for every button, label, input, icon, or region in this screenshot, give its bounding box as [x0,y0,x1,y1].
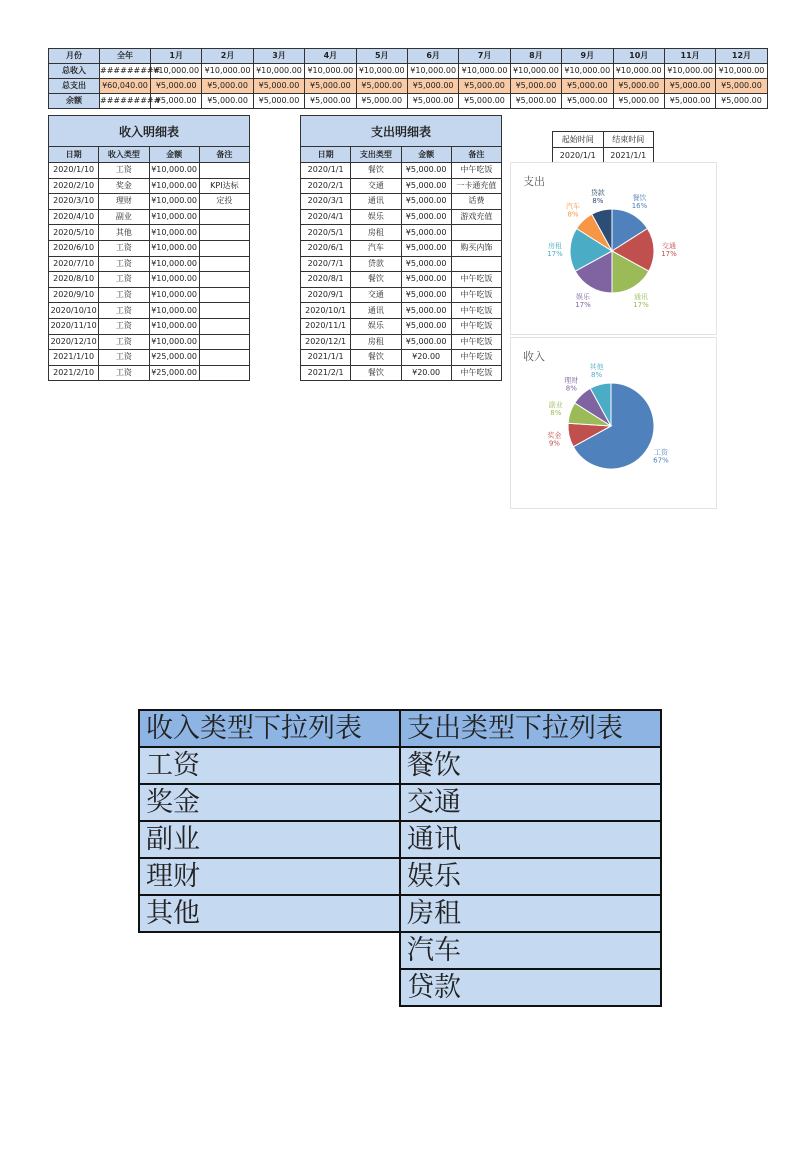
income-pie-chart[interactable] [510,337,717,509]
income-cell[interactable]: 2020/4/10 [49,209,99,225]
summary-cell[interactable]: ¥5,000.00 [510,94,561,109]
expense-row [301,194,502,210]
expense-cell[interactable]: 一卡通充值 [451,178,501,194]
summary-row [49,64,768,79]
income-column-header: 备注 [199,147,249,163]
lists-row [139,858,661,895]
expense-column-header: 金额 [401,147,451,163]
pie-label: 其他 [589,362,604,371]
income-cell[interactable]: 2021/2/10 [49,365,99,381]
income-cell[interactable]: 工资 [99,318,149,334]
expense-type-item[interactable]: 贷款 [400,969,661,1006]
income-cell[interactable]: ¥10,000.00 [149,163,199,179]
income-cell[interactable]: ¥25,000.00 [149,365,199,381]
summary-row [49,79,768,94]
pie-label: 汽车 [566,202,580,211]
summary-cell[interactable]: ¥10,000.00 [356,64,407,79]
summary-cell[interactable]: ¥5,000.00 [253,94,304,109]
summary-cell[interactable]: ¥5,000.00 [202,94,253,109]
summary-cell[interactable]: ¥5,000.00 [613,94,664,109]
expense-cell[interactable]: 通讯 [351,194,401,210]
start-time-value[interactable]: 2020/1/1 [553,148,604,164]
summary-header-cell: 全年 [100,49,151,64]
end-time-label: 结束时间 [603,132,654,148]
expense-types-header: 支出类型下拉列表 [400,710,661,747]
income-row [49,209,250,225]
summary-cell[interactable]: ¥5,000.00 [562,94,613,109]
period-table [552,131,654,164]
expense-cell[interactable]: ¥5,000.00 [401,318,451,334]
expense-cell[interactable]: 房租 [351,225,401,241]
dropdown-lists-body [139,710,661,1006]
expense-row [301,225,502,241]
expense-cell[interactable]: ¥5,000.00 [401,209,451,225]
income-cell[interactable] [199,334,249,350]
expense-column-header: 日期 [301,147,351,163]
expense-cell[interactable]: ¥5,000.00 [401,334,451,350]
lists-row [139,784,661,821]
income-cell[interactable]: 工资 [99,303,149,319]
expense-row [301,365,502,381]
expense-cell[interactable] [451,225,501,241]
income-cell[interactable]: ¥25,000.00 [149,350,199,366]
income-row [49,272,250,288]
summary-header-cell: 10月 [613,49,664,64]
start-time-label: 起始时间 [553,132,604,148]
summary-cell[interactable]: ¥5,000.00 [562,79,613,94]
summary-cell[interactable]: ######### [100,94,151,109]
expense-cell[interactable]: 娱乐 [351,209,401,225]
pie-percent-label: 17% [575,301,591,310]
expense-cell[interactable]: 贷款 [351,256,401,272]
expense-cell[interactable]: 餐饮 [351,163,401,179]
income-row [49,318,250,334]
income-cell[interactable]: 工资 [99,350,149,366]
end-time-value[interactable]: 2021/1/1 [603,148,654,164]
income-type-item[interactable]: 理财 [139,858,400,895]
income-type-item[interactable]: 副业 [139,821,400,858]
pie-label: 餐饮 [632,194,647,203]
income-cell[interactable] [199,303,249,319]
summary-header-cell: 4月 [305,49,356,64]
pie-label: 娱乐 [576,293,590,302]
income-cell[interactable] [199,365,249,381]
income-pie-svg [511,338,716,508]
income-table-title: 收入明细表 [49,116,250,147]
summary-header-cell: 12月 [716,49,767,64]
summary-header-cell: 5月 [356,49,407,64]
income-row [49,334,250,350]
expense-cell[interactable]: 汽车 [351,240,401,256]
expense-row [301,240,502,256]
expense-row [301,350,502,366]
expense-column-header: 备注 [451,147,501,163]
expense-cell[interactable]: ¥5,000.00 [401,287,451,303]
expense-cell[interactable]: 餐饮 [351,365,401,381]
income-cell[interactable] [199,318,249,334]
lists-row [139,747,661,784]
expense-row [301,178,502,194]
pie-percent-label: 8% [591,370,603,379]
summary-cell[interactable]: ¥5,000.00 [716,94,767,109]
pie-percent-label: 17% [633,301,649,310]
expense-cell[interactable]: 通讯 [351,303,401,319]
summary-cell[interactable]: ¥5,000.00 [664,94,715,109]
income-row [49,287,250,303]
income-column-header: 金额 [149,147,199,163]
income-row [49,365,250,381]
summary-cell[interactable]: ¥10,000.00 [151,64,202,79]
summary-cell[interactable]: ¥10,000.00 [510,64,561,79]
income-cell[interactable]: 工资 [99,240,149,256]
chart-title: 收入 [523,350,545,363]
income-cell[interactable]: ¥10,000.00 [149,303,199,319]
expense-pie-svg [511,163,716,334]
pie-percent-label: 8% [567,210,579,219]
chart-title: 支出 [523,175,545,188]
income-cell[interactable]: 2020/7/10 [49,256,99,272]
expense-cell[interactable]: 中午吃饭 [451,163,501,179]
expense-row [301,287,502,303]
summary-header-cell: 月份 [49,49,100,64]
expense-cell[interactable]: 2020/6/1 [301,240,351,256]
income-cell[interactable]: 工资 [99,256,149,272]
pie-label: 房租 [548,242,562,251]
income-row [49,240,250,256]
summary-header-cell: 7月 [459,49,510,64]
summary-cell[interactable]: ¥5,000.00 [613,79,664,94]
income-cell[interactable]: 定投 [199,194,249,210]
expense-row [301,318,502,334]
lists-row [139,895,661,932]
expense-cell[interactable]: 中午吃饭 [451,365,501,381]
summary-header-cell: 3月 [253,49,304,64]
expense-pie-chart[interactable] [510,162,717,335]
summary-cell[interactable]: ¥10,000.00 [305,64,356,79]
summary-cell[interactable]: ¥5,000.00 [407,79,458,94]
income-cell[interactable]: 副业 [99,209,149,225]
expense-type-item[interactable]: 房租 [400,895,661,932]
expense-cell[interactable]: ¥5,000.00 [401,194,451,210]
income-type-item[interactable]: 工资 [139,747,400,784]
income-title-row [49,116,250,147]
income-cell[interactable]: ¥10,000.00 [149,225,199,241]
expense-cell[interactable]: ¥5,000.00 [401,303,451,319]
summary-cell[interactable]: ¥5,000.00 [356,94,407,109]
income-cell[interactable] [199,287,249,303]
expense-column-header-row [301,147,502,163]
income-cell[interactable]: 2020/5/10 [49,225,99,241]
summary-cell[interactable]: ¥10,000.00 [664,64,715,79]
income-cell[interactable]: ¥10,000.00 [149,272,199,288]
monthly-summary-table [48,48,768,109]
expense-cell[interactable]: ¥5,000.00 [401,163,451,179]
summary-cell[interactable]: ¥60,040.00 [100,79,151,94]
summary-body [49,49,768,109]
income-cell[interactable]: ¥10,000.00 [149,178,199,194]
expense-cell[interactable]: 餐饮 [351,272,401,288]
expense-cell[interactable]: 娱乐 [351,318,401,334]
income-cell[interactable] [199,350,249,366]
pie-label: 奖金 [547,431,562,440]
expense-cell[interactable]: ¥5,000.00 [401,256,451,272]
income-cell[interactable]: 其他 [99,225,149,241]
income-cell[interactable]: ¥10,000.00 [149,256,199,272]
expense-cell[interactable]: ¥5,000.00 [401,178,451,194]
expense-cell[interactable]: 中午吃饭 [451,303,501,319]
income-column-header: 收入类型 [99,147,149,163]
income-cell[interactable] [199,240,249,256]
income-cell[interactable]: 2020/8/10 [49,272,99,288]
income-cell[interactable]: ¥10,000.00 [149,194,199,210]
expense-row [301,256,502,272]
summary-cell[interactable]: ¥5,000.00 [305,79,356,94]
income-types-header: 收入类型下拉列表 [139,710,400,747]
expense-cell[interactable]: ¥5,000.00 [401,240,451,256]
pie-percent-label: 67% [653,456,669,465]
summary-cell[interactable]: ¥5,000.00 [202,79,253,94]
expense-cell[interactable]: ¥20.00 [401,365,451,381]
expense-row [301,272,502,288]
income-cell[interactable]: 2020/12/10 [49,334,99,350]
income-cell[interactable]: ¥10,000.00 [149,318,199,334]
summary-cell[interactable]: ¥5,000.00 [459,94,510,109]
expense-cell[interactable]: 游戏充值 [451,209,501,225]
summary-cell[interactable]: ¥5,000.00 [151,94,202,109]
expense-cell[interactable]: 2020/9/1 [301,287,351,303]
summary-header-cell: 6月 [407,49,458,64]
income-cell[interactable]: 2021/1/10 [49,350,99,366]
lists-row [139,969,661,1006]
summary-cell[interactable]: ¥5,000.00 [305,94,356,109]
expense-row [301,334,502,350]
income-type-item[interactable]: 其他 [139,895,400,932]
income-cell[interactable]: 工资 [99,334,149,350]
expense-cell[interactable]: 2020/2/1 [301,178,351,194]
expense-cell[interactable]: 2020/7/1 [301,256,351,272]
summary-cell[interactable]: ¥10,000.00 [459,64,510,79]
pie-percent-label: 17% [547,250,563,259]
summary-row [49,94,768,109]
income-cell[interactable]: 2020/3/10 [49,194,99,210]
summary-cell[interactable]: ¥5,000.00 [510,79,561,94]
summary-row-label: 余额 [49,94,100,109]
expense-row [301,209,502,225]
summary-cell[interactable]: ¥5,000.00 [151,79,202,94]
lists-row [139,932,661,969]
income-cell[interactable] [199,225,249,241]
expense-cell[interactable]: 中午吃饭 [451,350,501,366]
summary-cell[interactable]: ¥10,000.00 [716,64,767,79]
expense-detail-table [300,115,502,381]
summary-row-label: 总支出 [49,79,100,94]
income-column-header-row [49,147,250,163]
summary-header-cell: 9月 [562,49,613,64]
income-cell[interactable] [199,272,249,288]
income-row [49,256,250,272]
pie-label: 交通 [662,242,676,251]
expense-type-item[interactable]: 交通 [400,784,661,821]
pie-label: 副业 [548,401,563,410]
income-cell[interactable]: 工资 [99,163,149,179]
expense-cell[interactable]: 交通 [351,287,401,303]
expense-cell[interactable]: ¥5,000.00 [401,272,451,288]
pie-label: 工资 [653,448,668,457]
summary-cell[interactable]: ¥5,000.00 [356,79,407,94]
income-cell[interactable]: 2020/10/10 [49,303,99,319]
income-cell[interactable]: 奖金 [99,178,149,194]
summary-header-cell: 11月 [664,49,715,64]
expense-type-item[interactable]: 娱乐 [400,858,661,895]
pie-label: 贷款 [590,188,605,197]
expense-cell[interactable]: ¥20.00 [401,350,451,366]
summary-cell[interactable]: ¥10,000.00 [253,64,304,79]
pie-label: 通讯 [634,293,648,302]
income-row [49,225,250,241]
summary-row-label: 总收入 [49,64,100,79]
pie-percent-label: 17% [661,250,677,259]
summary-header-cell: 1月 [151,49,202,64]
pie-label: 理财 [564,376,579,385]
expense-cell[interactable]: 2020/5/1 [301,225,351,241]
pie-percent-label: 8% [565,384,577,393]
expense-row [301,163,502,179]
summary-cell[interactable]: ¥10,000.00 [562,64,613,79]
income-cell[interactable]: 理财 [99,194,149,210]
income-detail-table [48,115,250,381]
income-cell[interactable]: ¥10,000.00 [149,334,199,350]
expense-type-item[interactable]: 汽车 [400,932,661,969]
income-row [49,350,250,366]
expense-cell[interactable]: 房租 [351,334,401,350]
expense-title-row [301,116,502,147]
lists-header-row [139,710,661,747]
empty-cell [139,969,400,1006]
expense-cell[interactable]: ¥5,000.00 [401,225,451,241]
summary-cell[interactable]: ¥5,000.00 [459,79,510,94]
expense-cell[interactable]: 购买内饰 [451,240,501,256]
income-column-header: 日期 [49,147,99,163]
summary-cell[interactable]: ¥5,000.00 [664,79,715,94]
expense-cell[interactable]: 餐饮 [351,350,401,366]
expense-cell[interactable]: 中午吃饭 [451,318,501,334]
income-row [49,178,250,194]
summary-cell[interactable]: ¥10,000.00 [407,64,458,79]
income-row [49,194,250,210]
expense-cell[interactable]: 2020/4/1 [301,209,351,225]
expense-cell[interactable]: 中午吃饭 [451,287,501,303]
expense-row [301,303,502,319]
summary-header-cell: 8月 [510,49,561,64]
empty-cell [139,932,400,969]
expense-cell[interactable]: 2020/8/1 [301,272,351,288]
expense-cell[interactable]: 2020/10/1 [301,303,351,319]
pie-percent-label: 9% [548,439,560,448]
expense-cell[interactable]: 2021/1/1 [301,350,351,366]
expense-cell[interactable]: 2021/2/1 [301,365,351,381]
pie-percent-label: 8% [550,409,562,418]
income-row [49,303,250,319]
income-cell[interactable]: KPI达标 [199,178,249,194]
income-cell[interactable]: ¥10,000.00 [149,287,199,303]
summary-cell[interactable]: ######### [100,64,151,79]
income-cell[interactable] [199,209,249,225]
dropdown-type-lists [138,709,662,1007]
expense-cell[interactable]: 2020/1/1 [301,163,351,179]
income-type-item[interactable]: 奖金 [139,784,400,821]
summary-cell[interactable]: ¥10,000.00 [202,64,253,79]
summary-header-cell: 2月 [202,49,253,64]
summary-header-row [49,49,768,64]
expense-type-item[interactable]: 餐饮 [400,747,661,784]
expense-cell[interactable]: 2020/11/1 [301,318,351,334]
income-cell[interactable]: 2020/2/10 [49,178,99,194]
lists-row [139,821,661,858]
summary-cell[interactable]: ¥5,000.00 [253,79,304,94]
expense-cell[interactable]: 话费 [451,194,501,210]
income-detail-body [49,116,250,381]
income-cell[interactable]: 工资 [99,287,149,303]
income-cell[interactable] [199,163,249,179]
expense-type-item[interactable]: 通讯 [400,821,661,858]
expense-cell[interactable]: 2020/3/1 [301,194,351,210]
expense-cell[interactable]: 2020/12/1 [301,334,351,350]
income-cell[interactable]: 工资 [99,365,149,381]
income-cell[interactable]: 2020/9/10 [49,287,99,303]
income-cell[interactable]: 2020/11/10 [49,318,99,334]
expense-cell[interactable] [451,256,501,272]
pie-percent-label: 8% [592,196,604,205]
income-row [49,163,250,179]
expense-table-title: 支出明细表 [301,116,502,147]
expense-column-header: 支出类型 [351,147,401,163]
expense-cell[interactable]: 中午吃饭 [451,334,501,350]
income-cell[interactable]: 工资 [99,272,149,288]
summary-cell[interactable]: ¥5,000.00 [407,94,458,109]
pie-percent-label: 16% [631,202,648,211]
expense-cell[interactable]: 中午吃饭 [451,272,501,288]
expense-cell[interactable]: 交通 [351,178,401,194]
income-cell[interactable] [199,256,249,272]
income-cell[interactable]: 2020/1/10 [49,163,99,179]
income-cell[interactable]: ¥10,000.00 [149,209,199,225]
income-cell[interactable]: 2020/6/10 [49,240,99,256]
summary-cell[interactable]: ¥10,000.00 [613,64,664,79]
summary-cell[interactable]: ¥5,000.00 [716,79,767,94]
expense-detail-body [301,116,502,381]
income-cell[interactable]: ¥10,000.00 [149,240,199,256]
